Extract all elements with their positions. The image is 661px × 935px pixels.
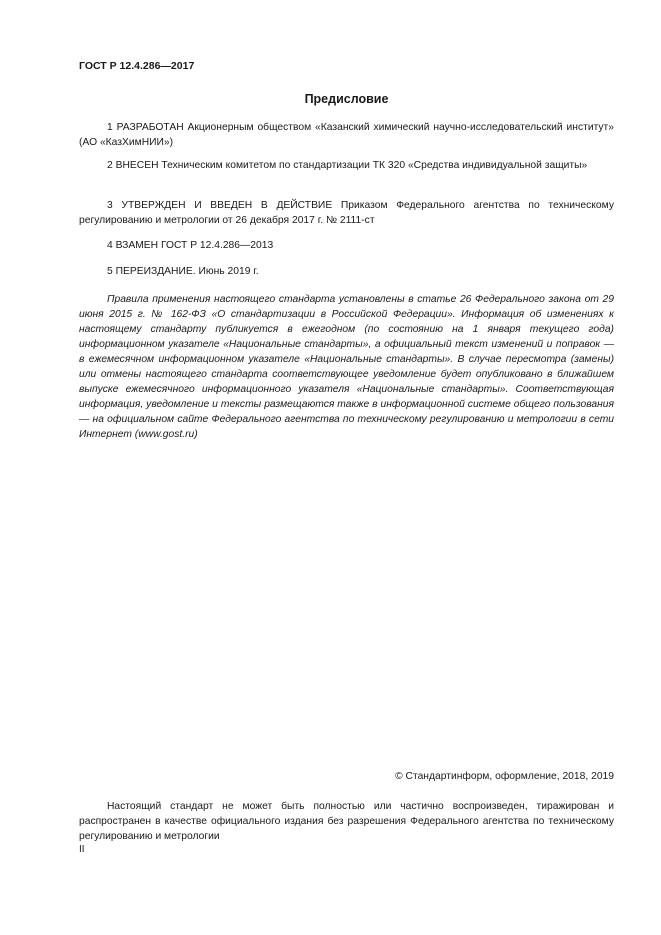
paragraph-introduced-by: 2 ВНЕСЕН Техническим комитетом по стандартизации ТК 320 «Средства индивидуальной защиты» xyxy=(107,160,588,171)
copyright-line: © Стандартинформ, оформление, 2018, 2019 xyxy=(395,771,614,782)
paragraph-replaces: 4 ВЗАМЕН ГОСТ Р 12.4.286—2013 xyxy=(107,240,274,251)
page-number: II xyxy=(79,844,85,855)
doc-code-header: ГОСТ Р 12.4.286—2017 xyxy=(79,60,195,72)
reproduction-notice: Настоящий стандарт не может быть полностью или частично воспроизведен, тиражирован и распространен в качестве официального издания без разрешения Федерального агентства по техническому регулированию и метрологии xyxy=(79,801,614,842)
paragraph-approved: 3 УТВЕРЖДЕН И ВВЕДЕН В ДЕЙСТВИЕ Приказом Федерального агентства по техническому регулированию и метрологии от 26 декабря 2017 г. № 2111-ст xyxy=(79,200,614,226)
rules-of-application-text: Правила применения настоящего стандарта установлены в статье 26 Федерального закона от 29 июня 2015 г. № 162-ФЗ «О стандартизации в Российской Федерации». Информация об изменениях к настоящему стандарту публикуется в ежегодном (по состоянию на 1 января текущего года) информационном указателе «Национальные стандарты», а официальный текст изменений и поправок — в ежемесячном информационном указателе «Национальные стандарты». В случае пересмотра (замены) или отмены настоящего стандарта соответствующее уведомление будет опубликовано в ближайшем выпуске ежемесячного информационного указателя «Национальные стандарты». Соответствующая информация, уведомление и тексты размещаются также в информационной системе общего пользования — на официальном сайте Федерального агентства по техническому регулированию и метрологии в сети Интернет (www.gost.ru) xyxy=(79,294,614,440)
section-title: Предисловие xyxy=(304,92,389,106)
paragraph-developed-by: 1 РАЗРАБОТАН Акционерным обществом «Казанский химический научно-исследовательский институт» (АО «КазХимНИИ») xyxy=(79,122,614,148)
paragraph-reissue: 5 ПЕРЕИЗДАНИЕ. Июнь 2019 г. xyxy=(107,266,259,277)
